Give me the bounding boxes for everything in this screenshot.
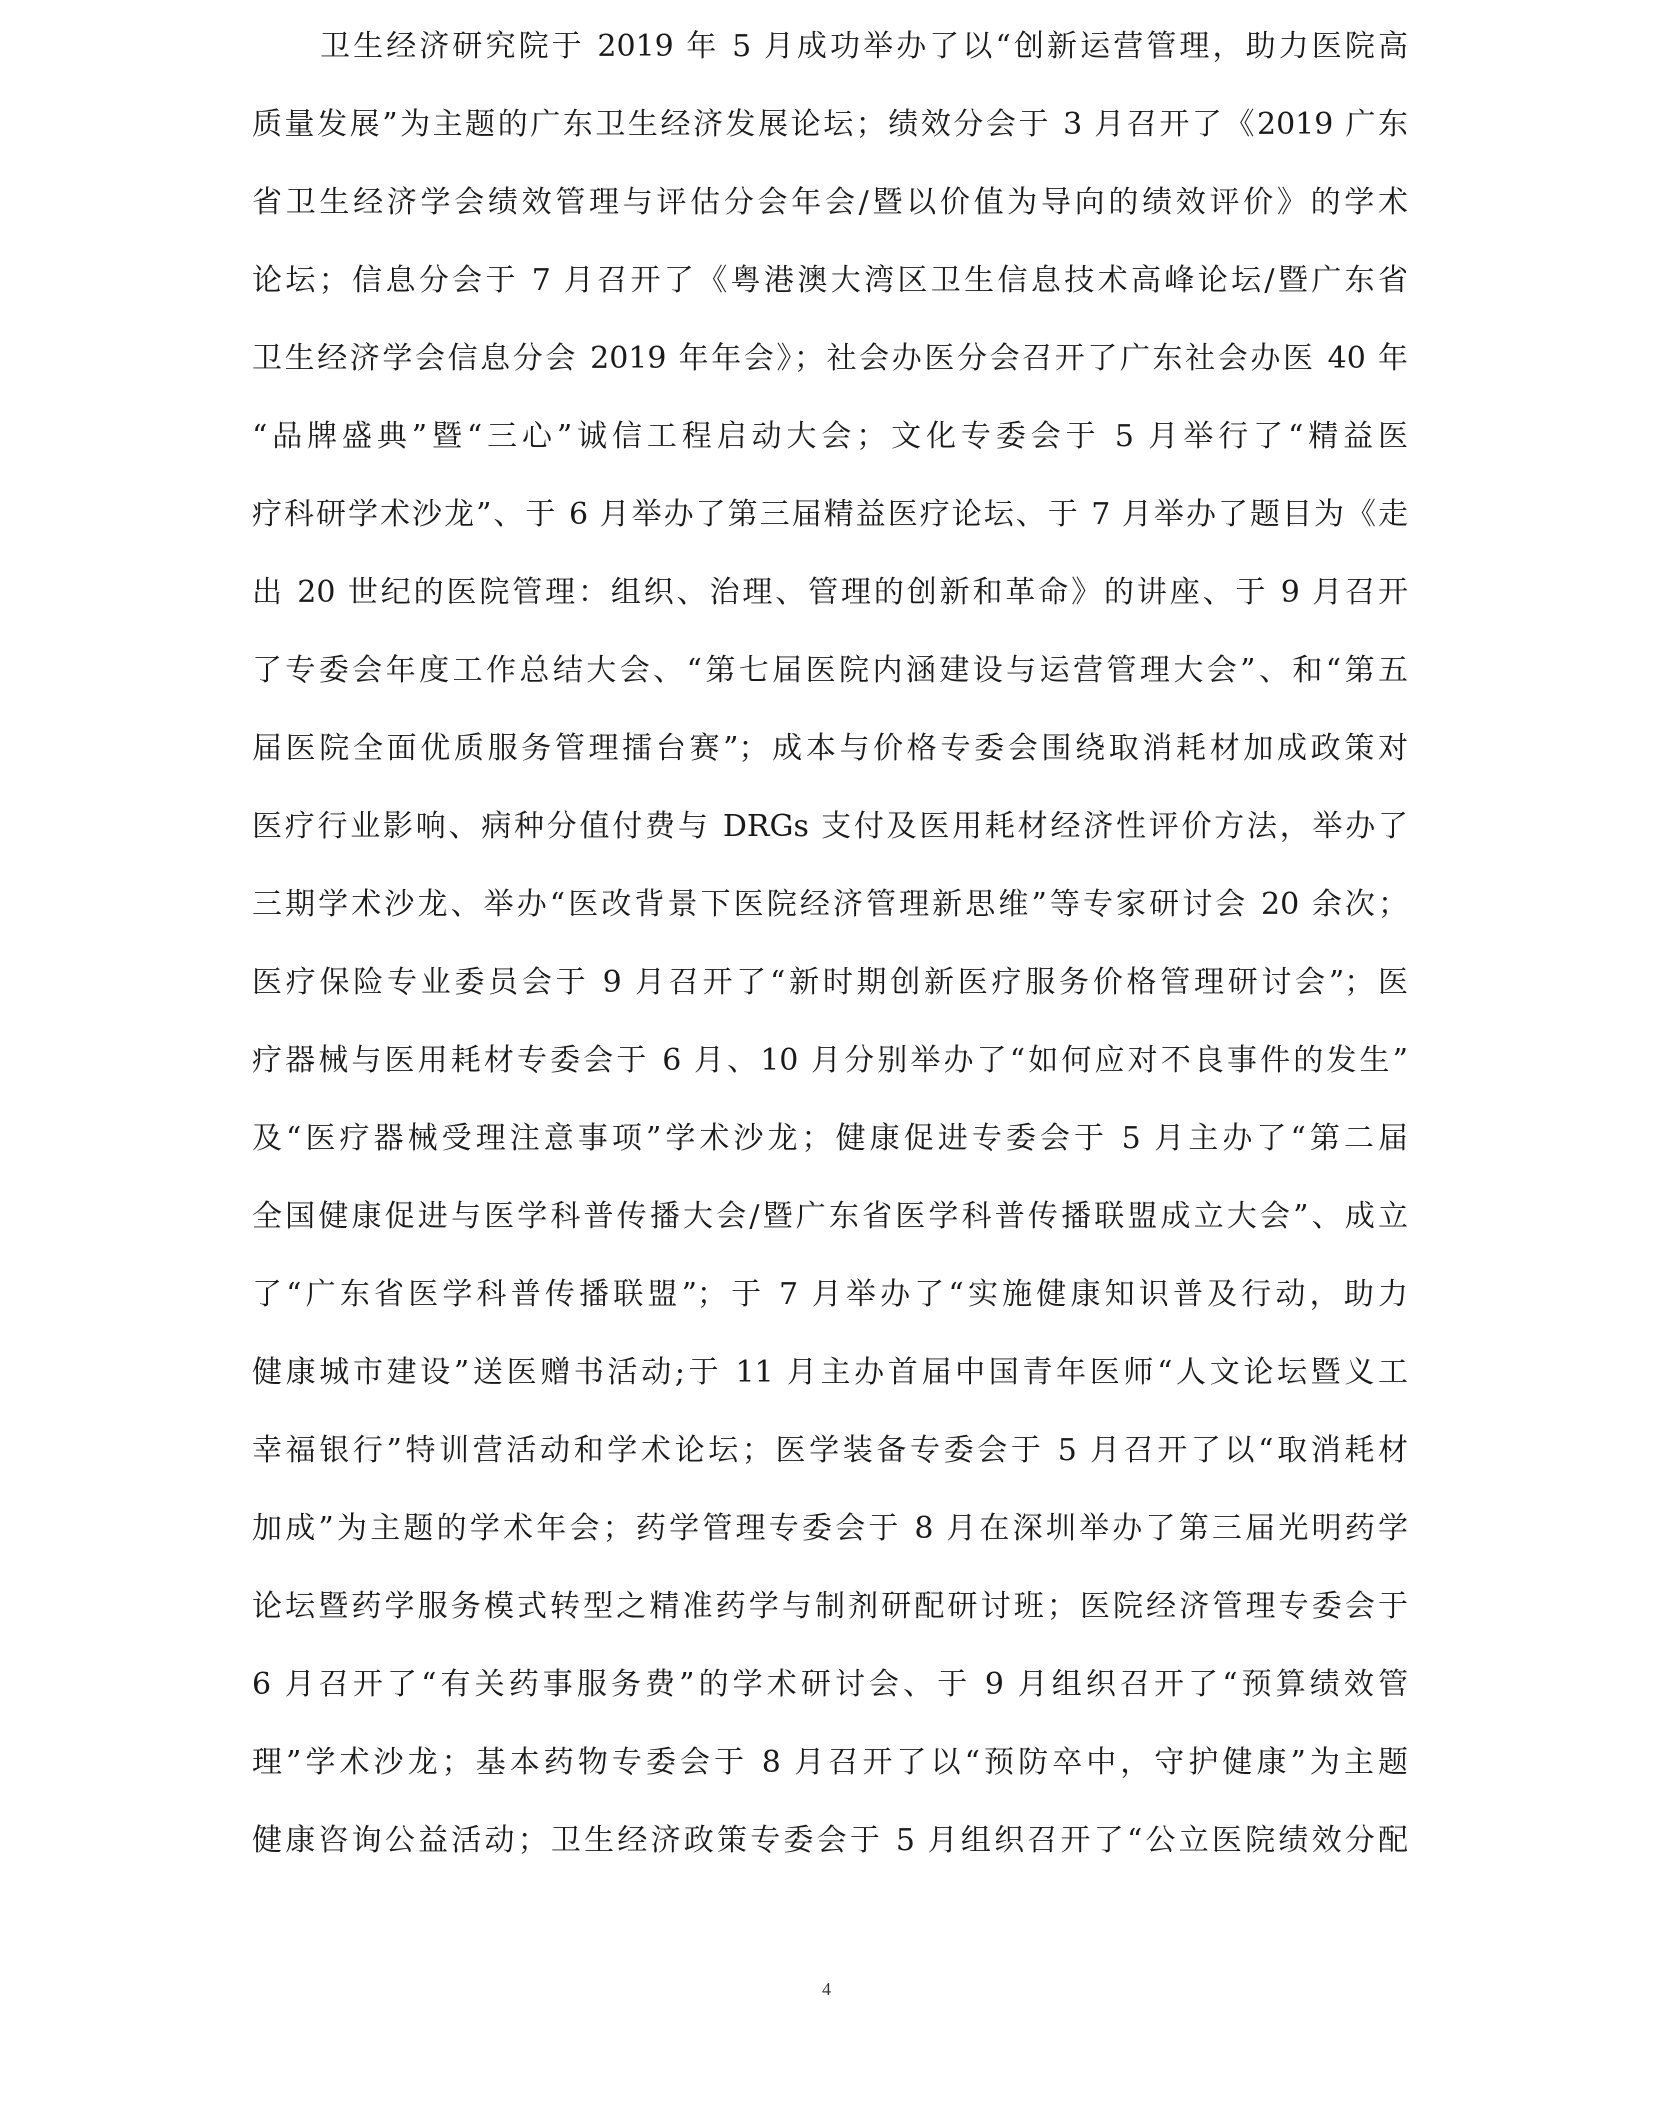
- text-line-21: 论坛暨药学服务模式转型之精准药学与制剂研配研讨班；医院经济管理专委会于: [252, 1589, 1408, 1624]
- text-line-23: 理”学术沙龙；基本药物专委会于 8 月召开了以“预防卒中，守护健康”为主题: [252, 1745, 1408, 1780]
- text-line-1: 卫生经济研究院于 2019 年 5 月成功举办了以“创新运营管理，助力医院高: [320, 29, 1408, 64]
- text-line-2: 质量发展”为主题的广东卫生经济发展论坛；绩效分会于 3 月召开了《2019 广东: [252, 107, 1408, 142]
- text-line-10: 届医院全面优质服务管理擂台赛”；成本与价格专委会围绕取消耗材加成政策对: [252, 731, 1408, 766]
- text-line-11: 医疗行业影响、病种分值付费与 DRGs 支付及医用耗材经济性评价方法，举办了: [252, 809, 1408, 844]
- text-line-24: 健康咨询公益活动；卫生经济政策专委会于 5 月组织召开了“公立医院绩效分配: [252, 1823, 1408, 1858]
- text-line-17: 了“广东省医学科普传播联盟”；于 7 月举办了“实施健康知识普及行动，助力: [252, 1277, 1408, 1312]
- text-line-14: 疗器械与医用耗材专委会于 6 月、10 月分别举办了“如何应对不良事件的发生”: [252, 1043, 1408, 1078]
- text-line-5: 卫生经济学会信息分会 2019 年年会》；社会办医分会召开了广东社会办医 40 年: [252, 341, 1408, 376]
- text-line-19: 幸福银行”特训营活动和学术论坛；医学装备专委会于 5 月召开了以“取消耗材: [252, 1433, 1408, 1468]
- text-line-22: 6 月召开了“有关药事服务费”的学术研讨会、于 9 月组织召开了“预算绩效管: [252, 1667, 1408, 1702]
- text-line-6: “品牌盛典”暨“三心”诚信工程启动大会；文化专委会于 5 月举行了“精益医: [252, 419, 1408, 454]
- text-line-20: 加成”为主题的学术年会；药学管理专委会于 8 月在深圳举办了第三届光明药学: [252, 1511, 1408, 1546]
- text-line-12: 三期学术沙龙、举办“医改背景下医院经济管理新思维”等专家研讨会 20 余次；: [252, 887, 1408, 922]
- text-line-8: 出 20 世纪的医院管理：组织、治理、管理的创新和革命》的讲座、于 9 月召开: [252, 575, 1408, 610]
- text-line-18: 健康城市建设”送医赠书活动;于 11 月主办首届中国青年医师“人文论坛暨义工: [252, 1355, 1408, 1390]
- text-line-4: 论坛；信息分会于 7 月召开了《粤港澳大湾区卫生信息技术高峰论坛/暨广东省: [252, 263, 1408, 298]
- page-number: 4: [822, 1979, 831, 1999]
- body-paragraph: [252, 8, 1408, 1880]
- text-line-3: 省卫生经济学会绩效管理与评估分会年会/暨以价值为导向的绩效评价》的学术: [252, 185, 1408, 220]
- text-line-9: 了专委会年度工作总结大会、“第七届医院内涵建设与运营管理大会”、和“第五: [252, 653, 1408, 688]
- text-line-16: 全国健康促进与医学科普传播大会/暨广东省医学科普传播联盟成立大会”、成立: [252, 1199, 1408, 1234]
- text-line-7: 疗科研学术沙龙”、于 6 月举办了第三届精益医疗论坛、于 7 月举办了题目为《走: [252, 497, 1408, 532]
- text-line-15: 及“医疗器械受理注意事项”学术沙龙；健康促进专委会于 5 月主办了“第二届: [252, 1121, 1408, 1156]
- text-line-13: 医疗保险专业委员会于 9 月召开了“新时期创新医疗服务价格管理研讨会”；医: [252, 965, 1408, 1000]
